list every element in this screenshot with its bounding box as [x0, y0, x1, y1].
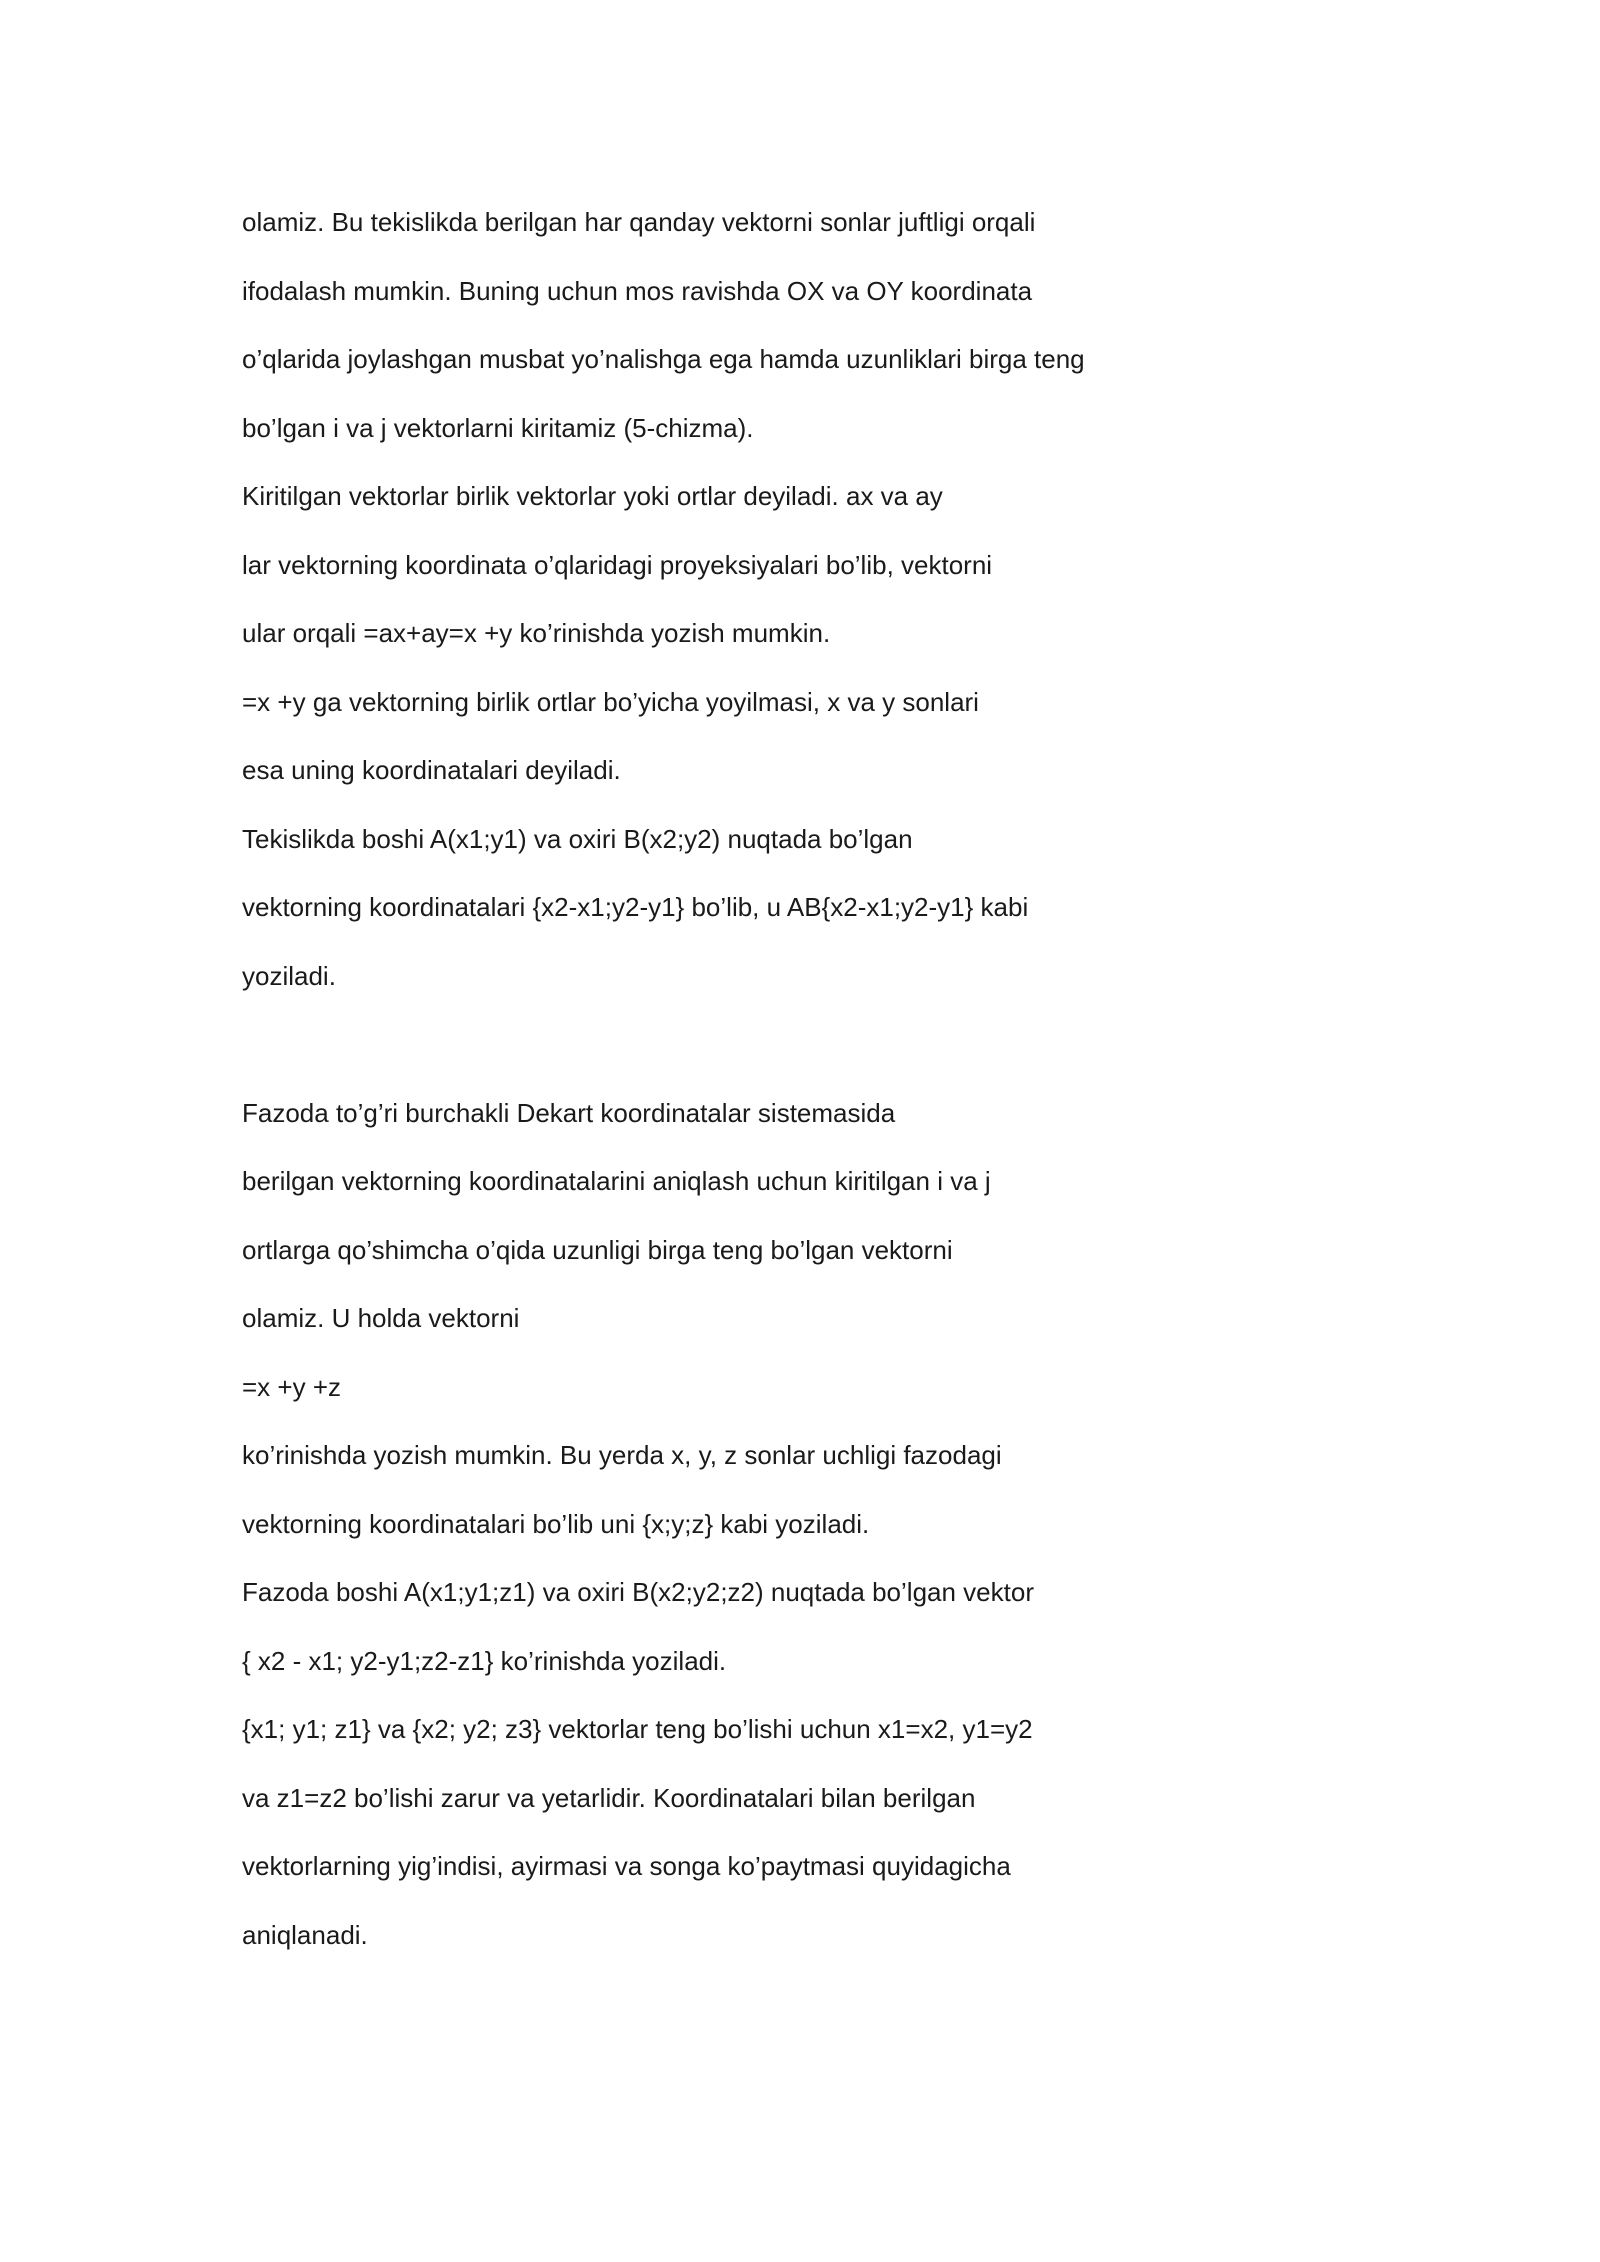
text-line: vektorning koordinatalari {x2-x1;y2-y1} bo’lib, u AB{x2-x1;y2-y1} kabi — [242, 892, 1029, 922]
text-line: Fazoda boshi A(x1;y1;z1) va oxiri B(x2;y2;z2) nuqtada bo’lgan vektor — [242, 1577, 1034, 1607]
text-line: Fazoda to’g’ri burchakli Dekart koordinatalar sistemasida — [242, 1097, 896, 1128]
text-line: esa uning koordinatalari deyiladi. — [242, 755, 621, 785]
text-line: yoziladi. — [242, 960, 336, 991]
text-line: Tekislikda boshi A(x1;y1) va oxiri B(x2;y2) nuqtada bo’lgan — [242, 823, 913, 854]
text-line: va z1=z2 bo’lishi zarur va yetarlidir. Koordinatalari bilan berilgan — [242, 1782, 976, 1813]
text-line: olamiz. U holda vektorni — [242, 1303, 520, 1333]
text-line: vektorlarning yig’indisi, ayirmasi va songa ko’paytmasi quyidagicha — [242, 1851, 1011, 1881]
text-line: ular orqali =ax+ay=x +y ko’rinishda yozish mumkin. — [242, 618, 831, 648]
paragraph-gap — [242, 1010, 1442, 1079]
text-line: berilgan vektorning koordinatalarini aniqlash uchun kiritilgan i va j — [242, 1166, 991, 1196]
text-line: lar vektorning koordinata o’qlaridagi proyeksiyalari bo’lib, vektorni — [242, 549, 993, 580]
text-line: ortlarga qo’shimcha o’qida uzunligi birga teng bo’lgan vektorni — [242, 1234, 953, 1265]
text-line: o’qlarida joylashgan musbat yo’nalishga ega hamda uzunliklari birga teng — [242, 344, 1085, 374]
text-line: =x +y +z — [242, 1371, 341, 1402]
text-line: aniqlanadi. — [242, 1919, 368, 1950]
text-line: { x2 - x1; y2-y1;z2-z1} ko’rinishda yoziladi. — [242, 1645, 727, 1676]
text-line: vektorning koordinatalari bo’lib uni {x;y;z} kabi yoziladi. — [242, 1508, 870, 1539]
text-line: olamiz. Bu tekislikda berilgan har qanday vektorni sonlar juftligi orqali — [242, 207, 1036, 237]
text-line: ifodalash mumkin. Buning uchun mos ravishda OX va OY koordinata — [242, 275, 1033, 306]
text-line: =x +y ga vektorning birlik ortlar bo’yicha yoyilmasi, x va y sonlari — [242, 686, 979, 717]
text-line: bo’lgan i va j vektorlarni kiritamiz (5-chizma). — [242, 412, 754, 443]
text-line: Kiritilgan vektorlar birlik vektorlar yoki ortlar deyiladi. ax va ay — [242, 481, 943, 511]
text-line: {x1; y1; z1} va {x2; y2; z3} vektorlar teng bo’lishi uchun x1=x2, y1=y2 — [242, 1714, 1033, 1744]
document-body — [242, 188, 1442, 1969]
text-line: ko’rinishda yozish mumkin. Bu yerda x, y, z sonlar uchligi fazodagi — [242, 1440, 1002, 1470]
